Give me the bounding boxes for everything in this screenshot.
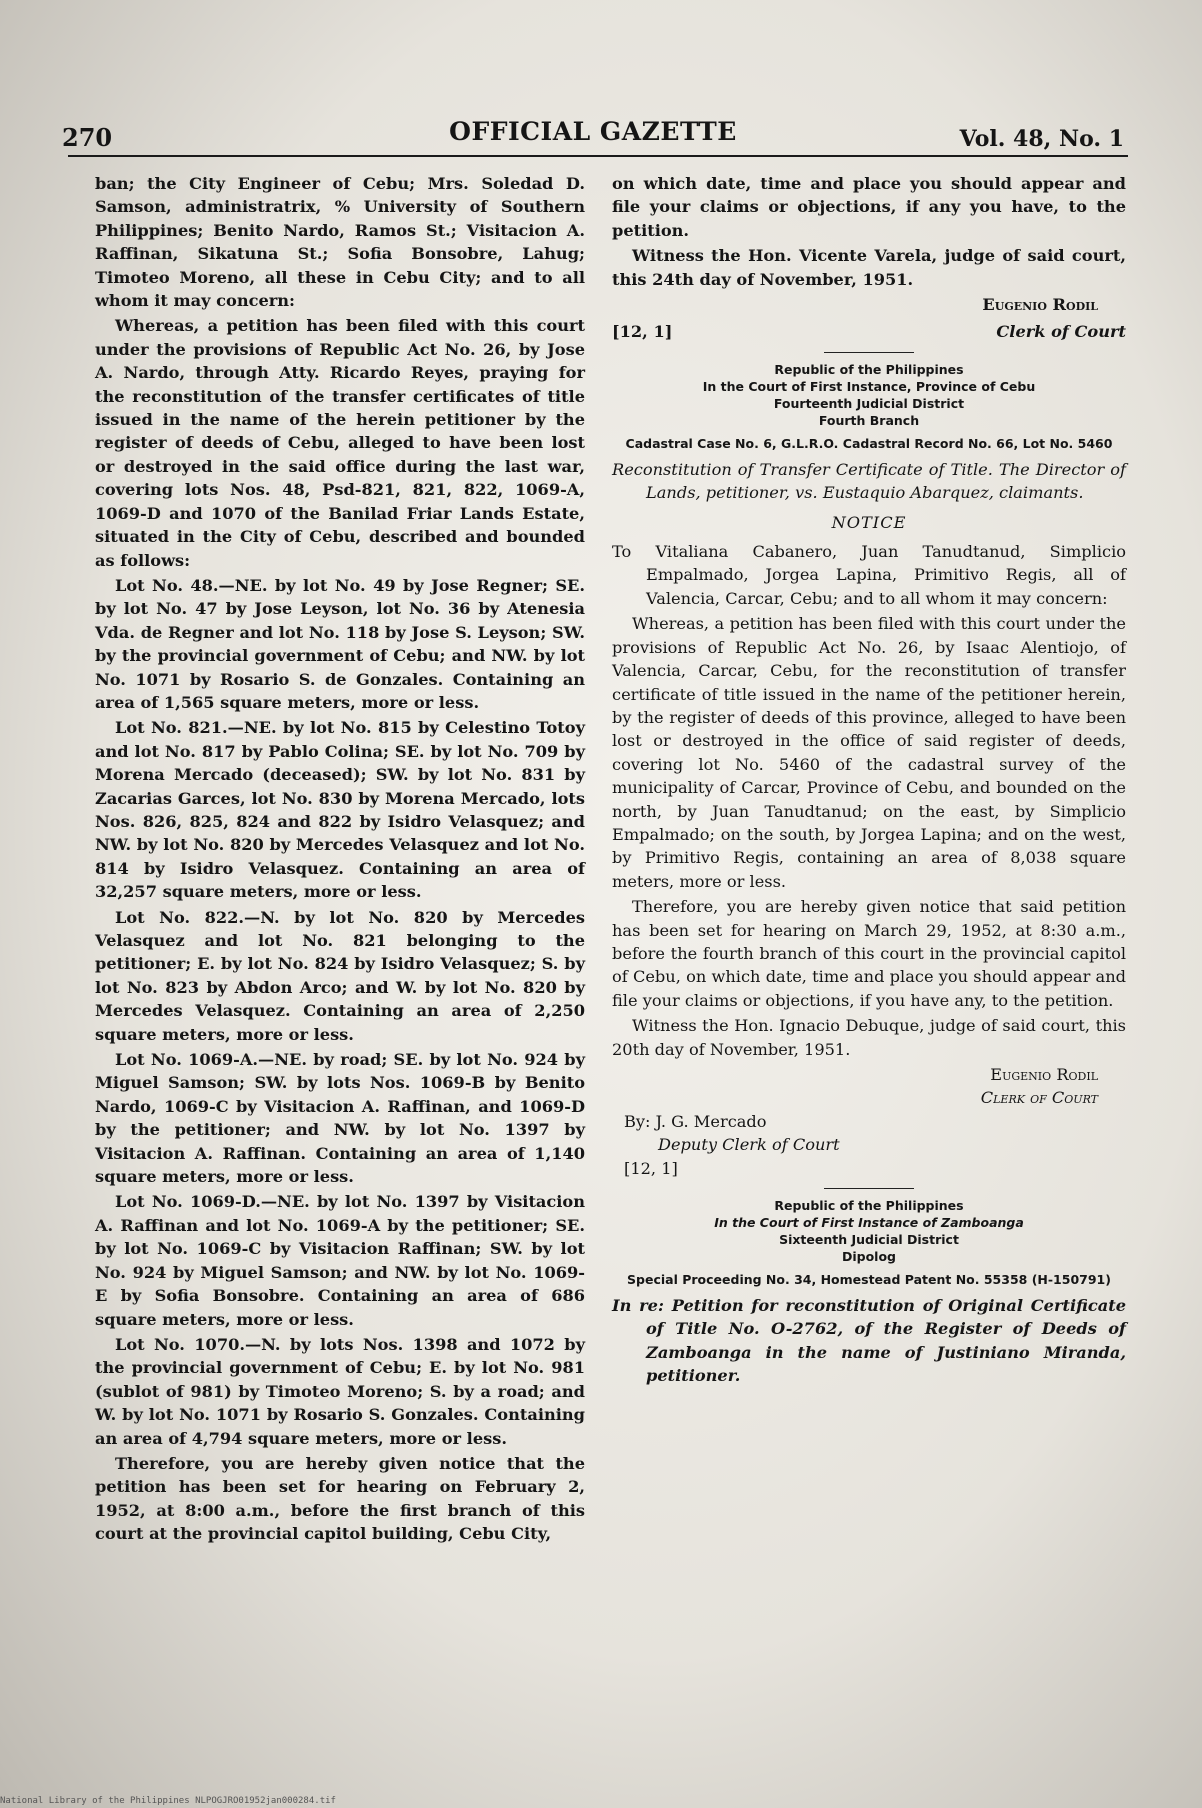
scan-footer: National Library of the Philippines NLPOGJRO01952jan000284.tif (0, 1796, 336, 1806)
signature-row (612, 320, 1126, 343)
case-number: Special Proceeding No. 34, Homestead Patent No. 55358 (H-150791) (627, 1272, 1111, 1288)
case-number: Cadastral Case No. 6, G.L.R.O. Cadastral Record No. 66, Lot No. 5460 (625, 435, 1113, 451)
lot-1069a-description: Lot No. 1069-A.—NE. by road; SE. by lot No. 924 by Miguel Samson; SW. by lots Nos. 1069-B by Benito Nardo, 1069-C by Visitacion A. Raffinan, and 1069-D by the petitioner; and NW. by lot No. 1397 by Visitacion A. Raffinan. Containing an area of 1,140 square meters, more or less. (95, 1050, 585, 1187)
court-heading (612, 361, 1126, 429)
by-line: By: J. G. Mercado (624, 1111, 767, 1131)
court-line: Republic of the Philippines (774, 1198, 964, 1214)
signatory-name: Eugenio Rodil (990, 1065, 1098, 1084)
page-header (62, 92, 1124, 152)
hearing-notice: Therefore, you are hereby given notice that the petition has been set for hearing on February 2, 1952, at 8:00 a.m., before the first branch of this court at the provincial capitol building, Cebu City, (95, 1453, 585, 1544)
court-line: Sixteenth Judicial District (779, 1232, 959, 1248)
issue-reference: [12, 1] (624, 1158, 678, 1178)
right-column (612, 172, 1126, 1390)
court-line: In the Court of First Instance of Zamboanga (714, 1215, 1024, 1231)
court-line: Dipolog (841, 1249, 897, 1265)
volume-number: Vol. 48, No. 1 (959, 126, 1124, 152)
lot-48-description: Lot No. 48.—NE. by lot No. 49 by Jose Regner; SE. by lot No. 47 by Jose Leyson, lot No. 36 by Atenesia Vda. de Regner and lot No. 118 by Jose S. Leyson; SW. by the provincial government of Cebu; and NW. by lot No. 1071 by Rosario S. de Gonzales. Containing an area of 1,565 square meters, more or less. (95, 575, 585, 712)
lot-1070-description: Lot No. 1070.—N. by lots Nos. 1398 and 1072 by the provincial government of Cebu; E. by lot No. 981 (sublot of 981) by Timoteo Moreno; S. by a road; and W. by lot No. 1071 by Rosario S. Gonzales. Containing an area of 4,794 square meters, more or less. (95, 1334, 585, 1448)
notice-heading: NOTICE (831, 512, 907, 532)
lot-821-description: Lot No. 821.—NE. by lot No. 815 by Celestino Totoy and lot No. 817 by Pablo Colina; SE. by lot No. 709 by Morena Mercado (deceased); SW. by lot No. 831 by Zacarias Garces, lot No. 830 by Morena Mercado, lots Nos. 826, 825, 824 and 822 by Isidro Velasquez; and NW. by lot No. 820 by Mercedes Velasquez and lot No. 814 by Isidro Velasquez. Containing an area of 32,257 square meters, more or less. (95, 718, 585, 902)
court-line: Fourteenth Judicial District (773, 395, 965, 411)
addressee-line: To Vitaliana Cabanero, Juan Tanudtanud, Simplicio Empalmado, Jorgea Lapina, Primitivo Regis, all of Valencia, Carcar, Cebu; and to all whom it may concern: (612, 542, 1126, 608)
header-rule (68, 155, 1128, 157)
lot-822-description: Lot No. 822.—N. by lot No. 820 by Mercedes Velasquez and lot No. 821 belonging to the petitioner; E. by lot No. 824 by Isidro Velasquez; S. by lot No. 823 by Abdon Arco; and W. by lot No. 820 by Mercedes Velasquez. Containing an area of 2,250 square meters, more or less. (95, 907, 585, 1044)
section-divider (824, 352, 914, 353)
deputy-title: Deputy Clerk of Court (658, 1135, 840, 1155)
right-paragraph: Whereas, a petition has been filed with this court under the provisions of Republic Act No. 26, by Isaac Alentiojo, of Valencia, Carcar, Cebu, for the reconstitution of transfer certificate of title issued in the name of the petitioner herein, by the register of deeds of this province, alleged to have been lost or destroyed in the office of said register of deeds, covering lot No. 5460 of the cadastral survey of the municipality of Carcar, Province of Cebu, and bounded on the north, by Juan Tanudtanud; on the east, by Simplicio Empalmado; on the south, by Jorgea Lapina; and on the west, by Primitivo Regis, containing an area of 8,038 square meters, more or less. (612, 614, 1126, 891)
issue-reference: [12, 1] (612, 322, 673, 342)
witness-line: Witness the Hon. Ignacio Debuque, judge of said court, this 20th day of November, 1951. (612, 1016, 1126, 1059)
signatory-title: Clerk of Court (996, 322, 1126, 342)
reconstitution-title: Reconstitution of Transfer Certificate of Title. The Director of Lands, petitioner, vs. Eustaquio Abarquez, claimants. (612, 459, 1126, 503)
signatory-name: Eugenio Rodil (982, 295, 1098, 315)
deputy-signature (612, 1110, 1126, 1180)
court-line: Republic of the Philippines (774, 361, 964, 377)
court-heading (612, 1197, 1126, 1265)
hearing-notice: Therefore, you are hereby given notice that said petition has been set for hearing on March 29, 1952, at 8:30 a.m., before the fourth branch of this court in the provincial capitol of Cebu, on which date, time and place you should appear and file your claims or objections, if you have any, to the petition. (612, 897, 1126, 1010)
signatory-title: Clerk of Court (980, 1088, 1098, 1108)
left-paragraph: ban; the City Engineer of Cebu; Mrs. Soledad D. Samson, administratrix, % University of Southern Philippines; Benito Nardo, Ramos St.; Visitacion A. Raffinan, Sikatuna St.; Sofia Bonsobre, Lahug; Timoteo Moreno, all these in Cebu City; and to all whom it may concern: (95, 174, 585, 311)
in-re-title: In re: Petition for reconstitution of Original Certificate of Title No. O-2762, of the Register of Deeds of Zamboanga in the name of Justiniano Miranda, petitioner. (612, 1296, 1126, 1386)
left-column (95, 172, 585, 1548)
lot-1069d-description: Lot No. 1069-D.—NE. by lot No. 1397 by Visitacion A. Raffinan and lot No. 1069-A by the petitioner; SE. by lot No. 1069-C by Visitacion Raffinan; SW. by lot No. 924 by Miguel Samson; and NW. by lot No. 1069-E by Sofia Bonsobre. Containing an area of 686 square meters, more or less. (95, 1192, 585, 1329)
section-divider (824, 1188, 914, 1189)
publication-title: OFFICIAL GAZETTE (449, 117, 737, 146)
page-number: 270 (62, 123, 113, 152)
right-paragraph: on which date, time and place you should appear and file your claims or objections, if any you have, to the petition. (612, 174, 1126, 240)
court-line: In the Court of First Instance, Province of Cebu (702, 378, 1036, 394)
witness-line: Witness the Hon. Vicente Varela, judge of said court, this 24th day of November, 1951. (612, 246, 1126, 289)
left-paragraph: Whereas, a petition has been filed with this court under the provisions of Republic Act No. 26, by Jose A. Nardo, through Atty. Ricardo Reyes, praying for the reconstitution of the transfer certificates of title issued in the name of the herein petitioner by the register of deeds of Cebu, alleged to have been lost or destroyed in the said office during the last war, covering lots Nos. 48, Psd-821, 821, 822, 1069-A, 1069-D and 1070 of the Banilad Friar Lands Estate, situated in the City of Cebu, described and bounded as follows: (95, 316, 585, 570)
court-line: Fourth Branch (818, 412, 920, 428)
